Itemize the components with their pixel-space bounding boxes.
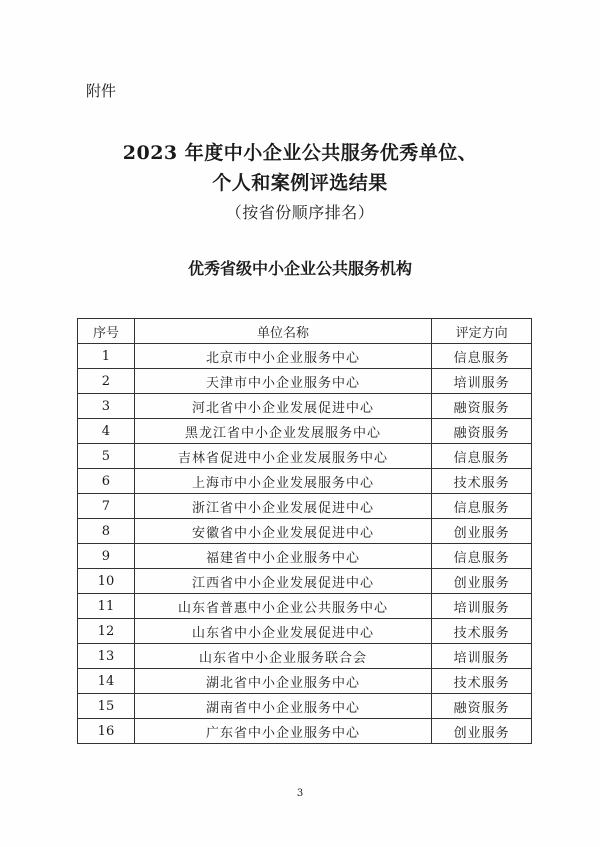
row-unit-name: 河北省中小企业发展促进中心 (134, 394, 431, 419)
row-unit-name: 江西省中小企业发展促进中心 (134, 569, 431, 594)
table-row (78, 494, 532, 519)
table-row (78, 444, 532, 469)
table-row (78, 419, 532, 444)
row-unit-name: 湖北省中小企业服务中心 (134, 669, 431, 694)
table-row (78, 519, 532, 544)
row-index: 9 (78, 544, 135, 569)
row-direction: 融资服务 (432, 394, 532, 419)
document-subtitle: （按省份顺序排名） (225, 203, 375, 222)
row-index: 4 (78, 419, 135, 444)
row-unit-name: 福建省中小企业服务中心 (134, 544, 431, 569)
row-unit-name: 广东省中小企业服务中心 (134, 719, 431, 744)
row-unit-name: 浙江省中小企业发展促进中心 (134, 494, 431, 519)
row-index: 15 (78, 694, 135, 719)
document-title-line1: 2023 年度中小企业公共服务优秀单位、 (122, 142, 478, 164)
attachment-label: 附件 (86, 82, 117, 100)
row-unit-name: 湖南省中小企业服务中心 (134, 694, 431, 719)
row-unit-name: 山东省中小企业服务联合会 (134, 644, 431, 669)
page-number: 3 (296, 788, 304, 799)
row-index: 14 (78, 669, 135, 694)
table-row (78, 369, 532, 394)
row-unit-name: 黑龙江省中小企业发展服务中心 (134, 419, 431, 444)
results-table (77, 318, 532, 744)
section-title: 优秀省级中小企业公共服务机构 (187, 259, 412, 278)
row-direction: 信息服务 (432, 444, 532, 469)
table-row (78, 694, 532, 719)
header-unit-name: 单位名称 (134, 319, 431, 344)
row-direction: 培训服务 (432, 644, 532, 669)
row-index: 5 (78, 444, 135, 469)
row-index: 7 (78, 494, 135, 519)
row-index: 6 (78, 469, 135, 494)
row-direction: 融资服务 (432, 419, 532, 444)
row-index: 12 (78, 619, 135, 644)
row-index: 8 (78, 519, 135, 544)
row-direction: 创业服务 (432, 719, 532, 744)
row-direction: 培训服务 (432, 369, 532, 394)
row-unit-name: 北京市中小企业服务中心 (134, 344, 431, 369)
row-unit-name: 上海市中小企业发展服务中心 (134, 469, 431, 494)
document-title-line2: 个人和案例评选结果 (212, 172, 388, 194)
table-row (78, 719, 532, 744)
row-index: 10 (78, 569, 135, 594)
table-row (78, 394, 532, 419)
header-index: 序号 (78, 319, 135, 344)
table-row (78, 344, 532, 369)
row-direction: 培训服务 (432, 594, 532, 619)
row-index: 1 (78, 344, 135, 369)
row-direction: 创业服务 (432, 519, 532, 544)
row-direction: 融资服务 (432, 694, 532, 719)
row-index: 16 (78, 719, 135, 744)
row-direction: 信息服务 (432, 544, 532, 569)
table-row (78, 619, 532, 644)
table-body (78, 344, 532, 744)
row-unit-name: 天津市中小企业服务中心 (134, 369, 431, 394)
row-unit-name: 山东省普惠中小企业公共服务中心 (134, 594, 431, 619)
table-row (78, 569, 532, 594)
row-direction: 技术服务 (432, 469, 532, 494)
row-direction: 技术服务 (432, 669, 532, 694)
table-header-row (78, 319, 532, 344)
row-direction: 技术服务 (432, 619, 532, 644)
row-direction: 信息服务 (432, 494, 532, 519)
row-index: 3 (78, 394, 135, 419)
row-unit-name: 山东省中小企业发展促进中心 (134, 619, 431, 644)
row-index: 13 (78, 644, 135, 669)
row-index: 11 (78, 594, 135, 619)
row-direction: 创业服务 (432, 569, 532, 594)
table-row (78, 594, 532, 619)
header-direction: 评定方向 (432, 319, 532, 344)
row-unit-name: 安徽省中小企业发展促进中心 (134, 519, 431, 544)
table-row (78, 544, 532, 569)
row-index: 2 (78, 369, 135, 394)
row-direction: 信息服务 (432, 344, 532, 369)
table-row (78, 469, 532, 494)
row-unit-name: 吉林省促进中小企业发展服务中心 (134, 444, 431, 469)
table-row (78, 644, 532, 669)
table-row (78, 669, 532, 694)
